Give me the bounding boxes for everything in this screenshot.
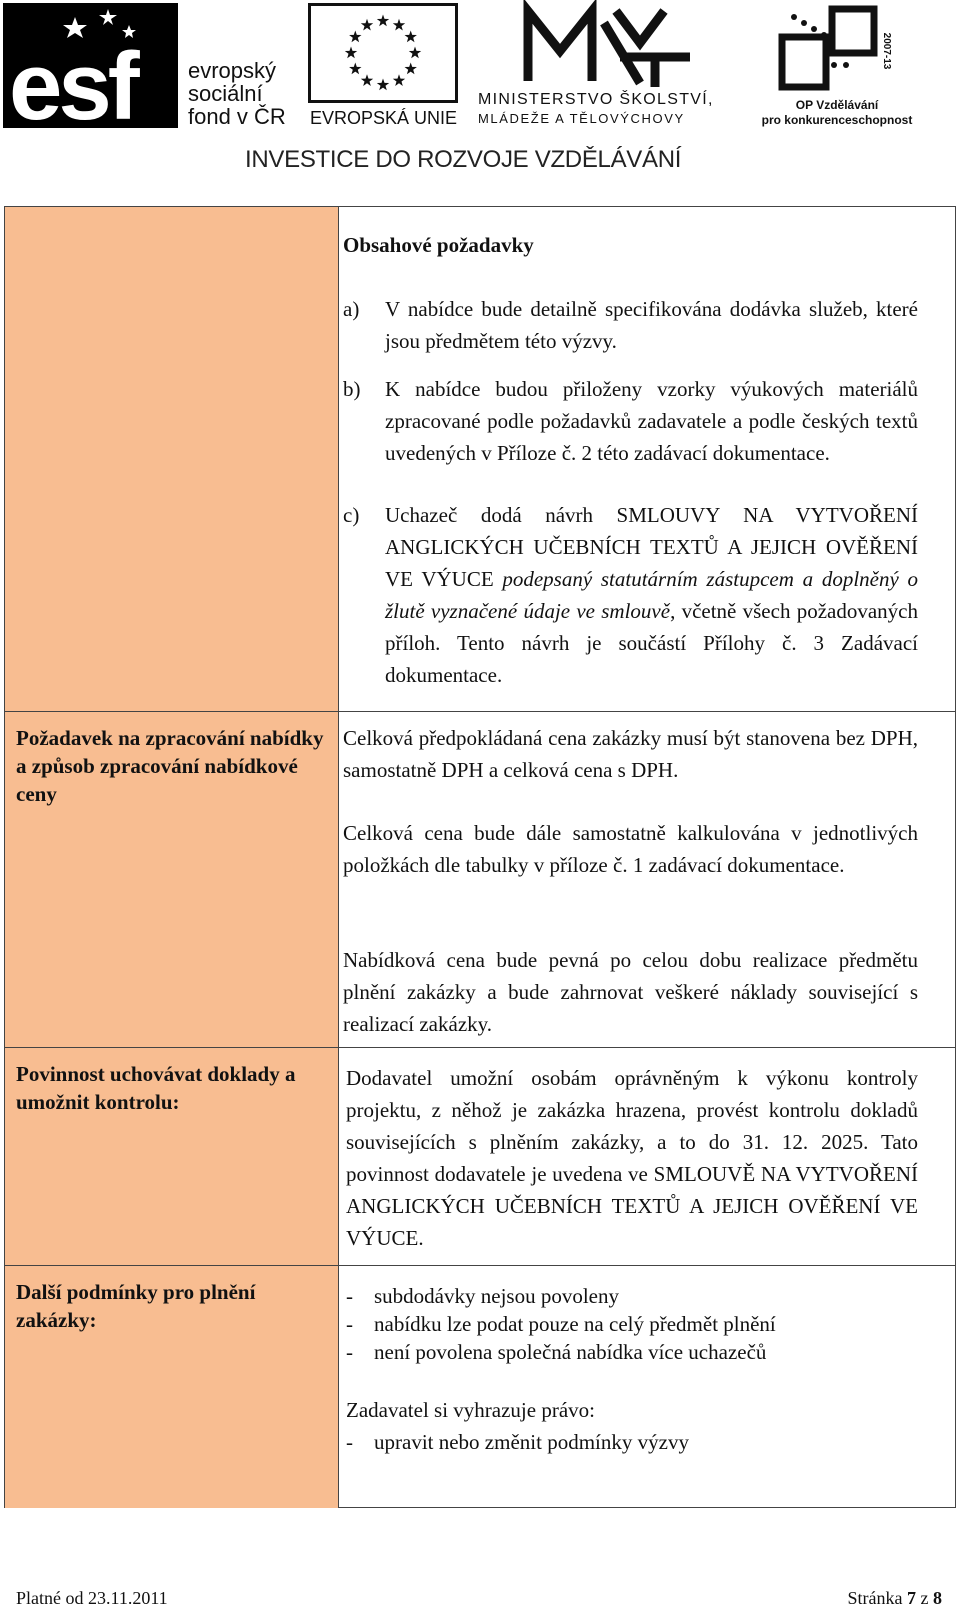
dash-marker: - bbox=[346, 1312, 353, 1336]
signed-note: podepsaný statutárním zástupcem a doplněný o žlutě vyznačené údaje ve smlouvě bbox=[385, 567, 918, 623]
reserve-text: upravit nebo změnit podmínky výzvy bbox=[374, 1430, 689, 1454]
price-paragraph-1: Celková předpokládaná cena zakázky musí být stanovena bez DPH, samostatně DPH a celková cena s DPH. bbox=[343, 726, 918, 782]
eu-star-icon bbox=[377, 15, 389, 27]
table-row-inspection-duty bbox=[5, 1047, 955, 1266]
row-label-cell bbox=[5, 712, 339, 1048]
list-item-b bbox=[343, 373, 918, 501]
list-text: K nabídce budou přiloženy vzorky výukových materiálů zpracované podle požadavků zadavatele a podle českých textů uvedených v Příloze č. 2 této zadávací dokumentace. bbox=[385, 377, 918, 465]
esf-letters-icon bbox=[3, 3, 178, 140]
op-logo bbox=[752, 3, 942, 128]
op-mark-icon bbox=[780, 3, 890, 93]
esf-name bbox=[188, 59, 286, 128]
row-content-cell bbox=[340, 1266, 955, 1508]
attachments-text: , včetně všech požadovaných příloh. Tento návrh je součástí Přílohy č. 3 Zadávací dokumentace. bbox=[385, 599, 918, 687]
eu-star-icon bbox=[345, 47, 357, 59]
eu-star-icon bbox=[405, 63, 417, 75]
eu-flag bbox=[308, 3, 458, 103]
table-row-price-processing bbox=[5, 711, 955, 1048]
eu-caption: EVROPSKÁ UNIE bbox=[310, 108, 458, 128]
dash-marker: - bbox=[346, 1340, 353, 1364]
row-content-cell bbox=[340, 207, 955, 711]
op-caption bbox=[752, 98, 922, 128]
op-line2: pro konkurenceschopnost bbox=[761, 113, 913, 127]
inspection-duty-text: Dodavatel umožní osobám oprávněným k výkonu kontroly projektu, z něhož je zakázka hrazena, provést kontrolu dokladů souvisejících s plněním zakázky, a to do 31. 12. 2025. Tato povinnost dodavatele je uvedena ve SMLOUVĚ NA VYTVOŘENÍ ANGLICKÝCH UČEBNÍCH TEXTŮ A JEJICH OVĚŘENÍ VE VÝUCE. bbox=[346, 1066, 918, 1250]
eu-star-icon bbox=[409, 47, 421, 59]
content-requirements-heading: Obsahové požadavky bbox=[343, 233, 534, 257]
msmt-mark-icon bbox=[520, 3, 700, 89]
footer-valid-from: Platné od 23.11.2011 bbox=[16, 1588, 168, 1608]
price-paragraph-2: Celková cena bude dále samostatně kalkulována v jednotlivých položkách dle tabulky v příloze č. 1 zadávací dokumentace. bbox=[343, 821, 918, 877]
list-text: V nabídce bude detailně specifikována dodávka služeb, které jsou předmětem této výzvy. bbox=[385, 297, 918, 353]
reserve-heading: Zadavatel si vyhrazuje právo: bbox=[346, 1398, 595, 1422]
condition-text: subdodávky nejsou povoleny bbox=[374, 1284, 619, 1308]
condition-text: není povolena společná nabídka více uchazečů bbox=[374, 1340, 767, 1364]
msmt-logo bbox=[478, 3, 748, 128]
list-item bbox=[346, 1282, 916, 1310]
op-years: 2007-13 bbox=[881, 32, 892, 70]
esf-line3: fond v ČR bbox=[188, 104, 286, 129]
eu-star-icon bbox=[393, 19, 405, 31]
svg-text:esf: esf bbox=[9, 33, 136, 140]
list-marker: a) bbox=[343, 297, 360, 321]
logo-header bbox=[0, 0, 960, 173]
esf-logo bbox=[3, 3, 290, 140]
list-marker: c) bbox=[343, 503, 360, 527]
eu-star-icon bbox=[377, 79, 389, 91]
eu-star-icon bbox=[361, 19, 373, 31]
inspection-duty-label: Povinnost uchovávat doklady a umožnit kontrolu: bbox=[16, 1062, 296, 1114]
eu-star-icon bbox=[405, 31, 417, 43]
esf-line2: sociální bbox=[188, 81, 263, 106]
contract-text: Uchazeč dodá návrh SMLOUVY NA VYTVOŘENÍ ANGLICKÝCH UČEBNÍCH TEXTŮ A JEJICH OVĚŘENÍ VE VÝUCE bbox=[385, 503, 918, 591]
footer-page-number bbox=[848, 1588, 942, 1609]
list-item bbox=[346, 1428, 916, 1456]
price-paragraph-3: Nabídková cena bude pevná po celou dobu realizace předmětu plnění zakázky a bude zahrnovat veškeré náklady související s realizací zakázky. bbox=[343, 948, 918, 1036]
row-content-cell bbox=[340, 712, 955, 1048]
page-prefix: Stránka bbox=[847, 1588, 903, 1608]
eu-star-icon bbox=[361, 74, 373, 86]
eu-stars-icon bbox=[311, 6, 455, 100]
esf-line1: evropský bbox=[188, 58, 277, 83]
other-conditions-label: Další podmínky pro plnění zakázky: bbox=[16, 1280, 256, 1332]
list-item-c bbox=[343, 499, 918, 691]
page-total: 8 bbox=[933, 1588, 942, 1608]
condition-text: nabídku lze podat pouze na celý předmět plnění bbox=[374, 1312, 776, 1336]
requirements-table bbox=[4, 206, 956, 1508]
page-sep: z bbox=[920, 1588, 929, 1608]
list-item bbox=[346, 1310, 916, 1338]
esf-logo-mark bbox=[3, 3, 178, 140]
row-label-cell bbox=[5, 1266, 339, 1508]
dash-marker: - bbox=[346, 1284, 353, 1308]
dash-marker: - bbox=[346, 1430, 353, 1454]
msmt-line2: MLÁDEŽE A TĚLOVÝCHOVY bbox=[478, 111, 685, 126]
list-marker: b) bbox=[343, 377, 361, 401]
price-processing-label: Požadavek na zpracování nabídky a způsob zpracování nabídkové ceny bbox=[16, 726, 324, 806]
row-label-cell bbox=[5, 1048, 339, 1266]
row-label-cell bbox=[5, 207, 339, 711]
list-item bbox=[346, 1338, 916, 1366]
list-item-a bbox=[343, 293, 918, 357]
table-row-content-requirements bbox=[5, 207, 955, 711]
investice-banner: INVESTICE DO ROZVOJE VZDĚLÁVÁNÍ bbox=[245, 146, 682, 173]
table-row-other-conditions bbox=[5, 1265, 955, 1508]
eu-logo bbox=[308, 3, 470, 128]
eu-star-icon bbox=[349, 63, 361, 75]
eu-star-icon bbox=[349, 31, 361, 43]
eu-star-icon bbox=[393, 74, 405, 86]
list-text bbox=[385, 499, 918, 691]
row-content-cell bbox=[340, 1048, 955, 1266]
page-current: 7 bbox=[907, 1588, 916, 1608]
op-line1: OP Vzdělávání bbox=[795, 98, 879, 112]
msmt-line1: MINISTERSTVO ŠKOLSTVÍ, bbox=[478, 91, 714, 108]
